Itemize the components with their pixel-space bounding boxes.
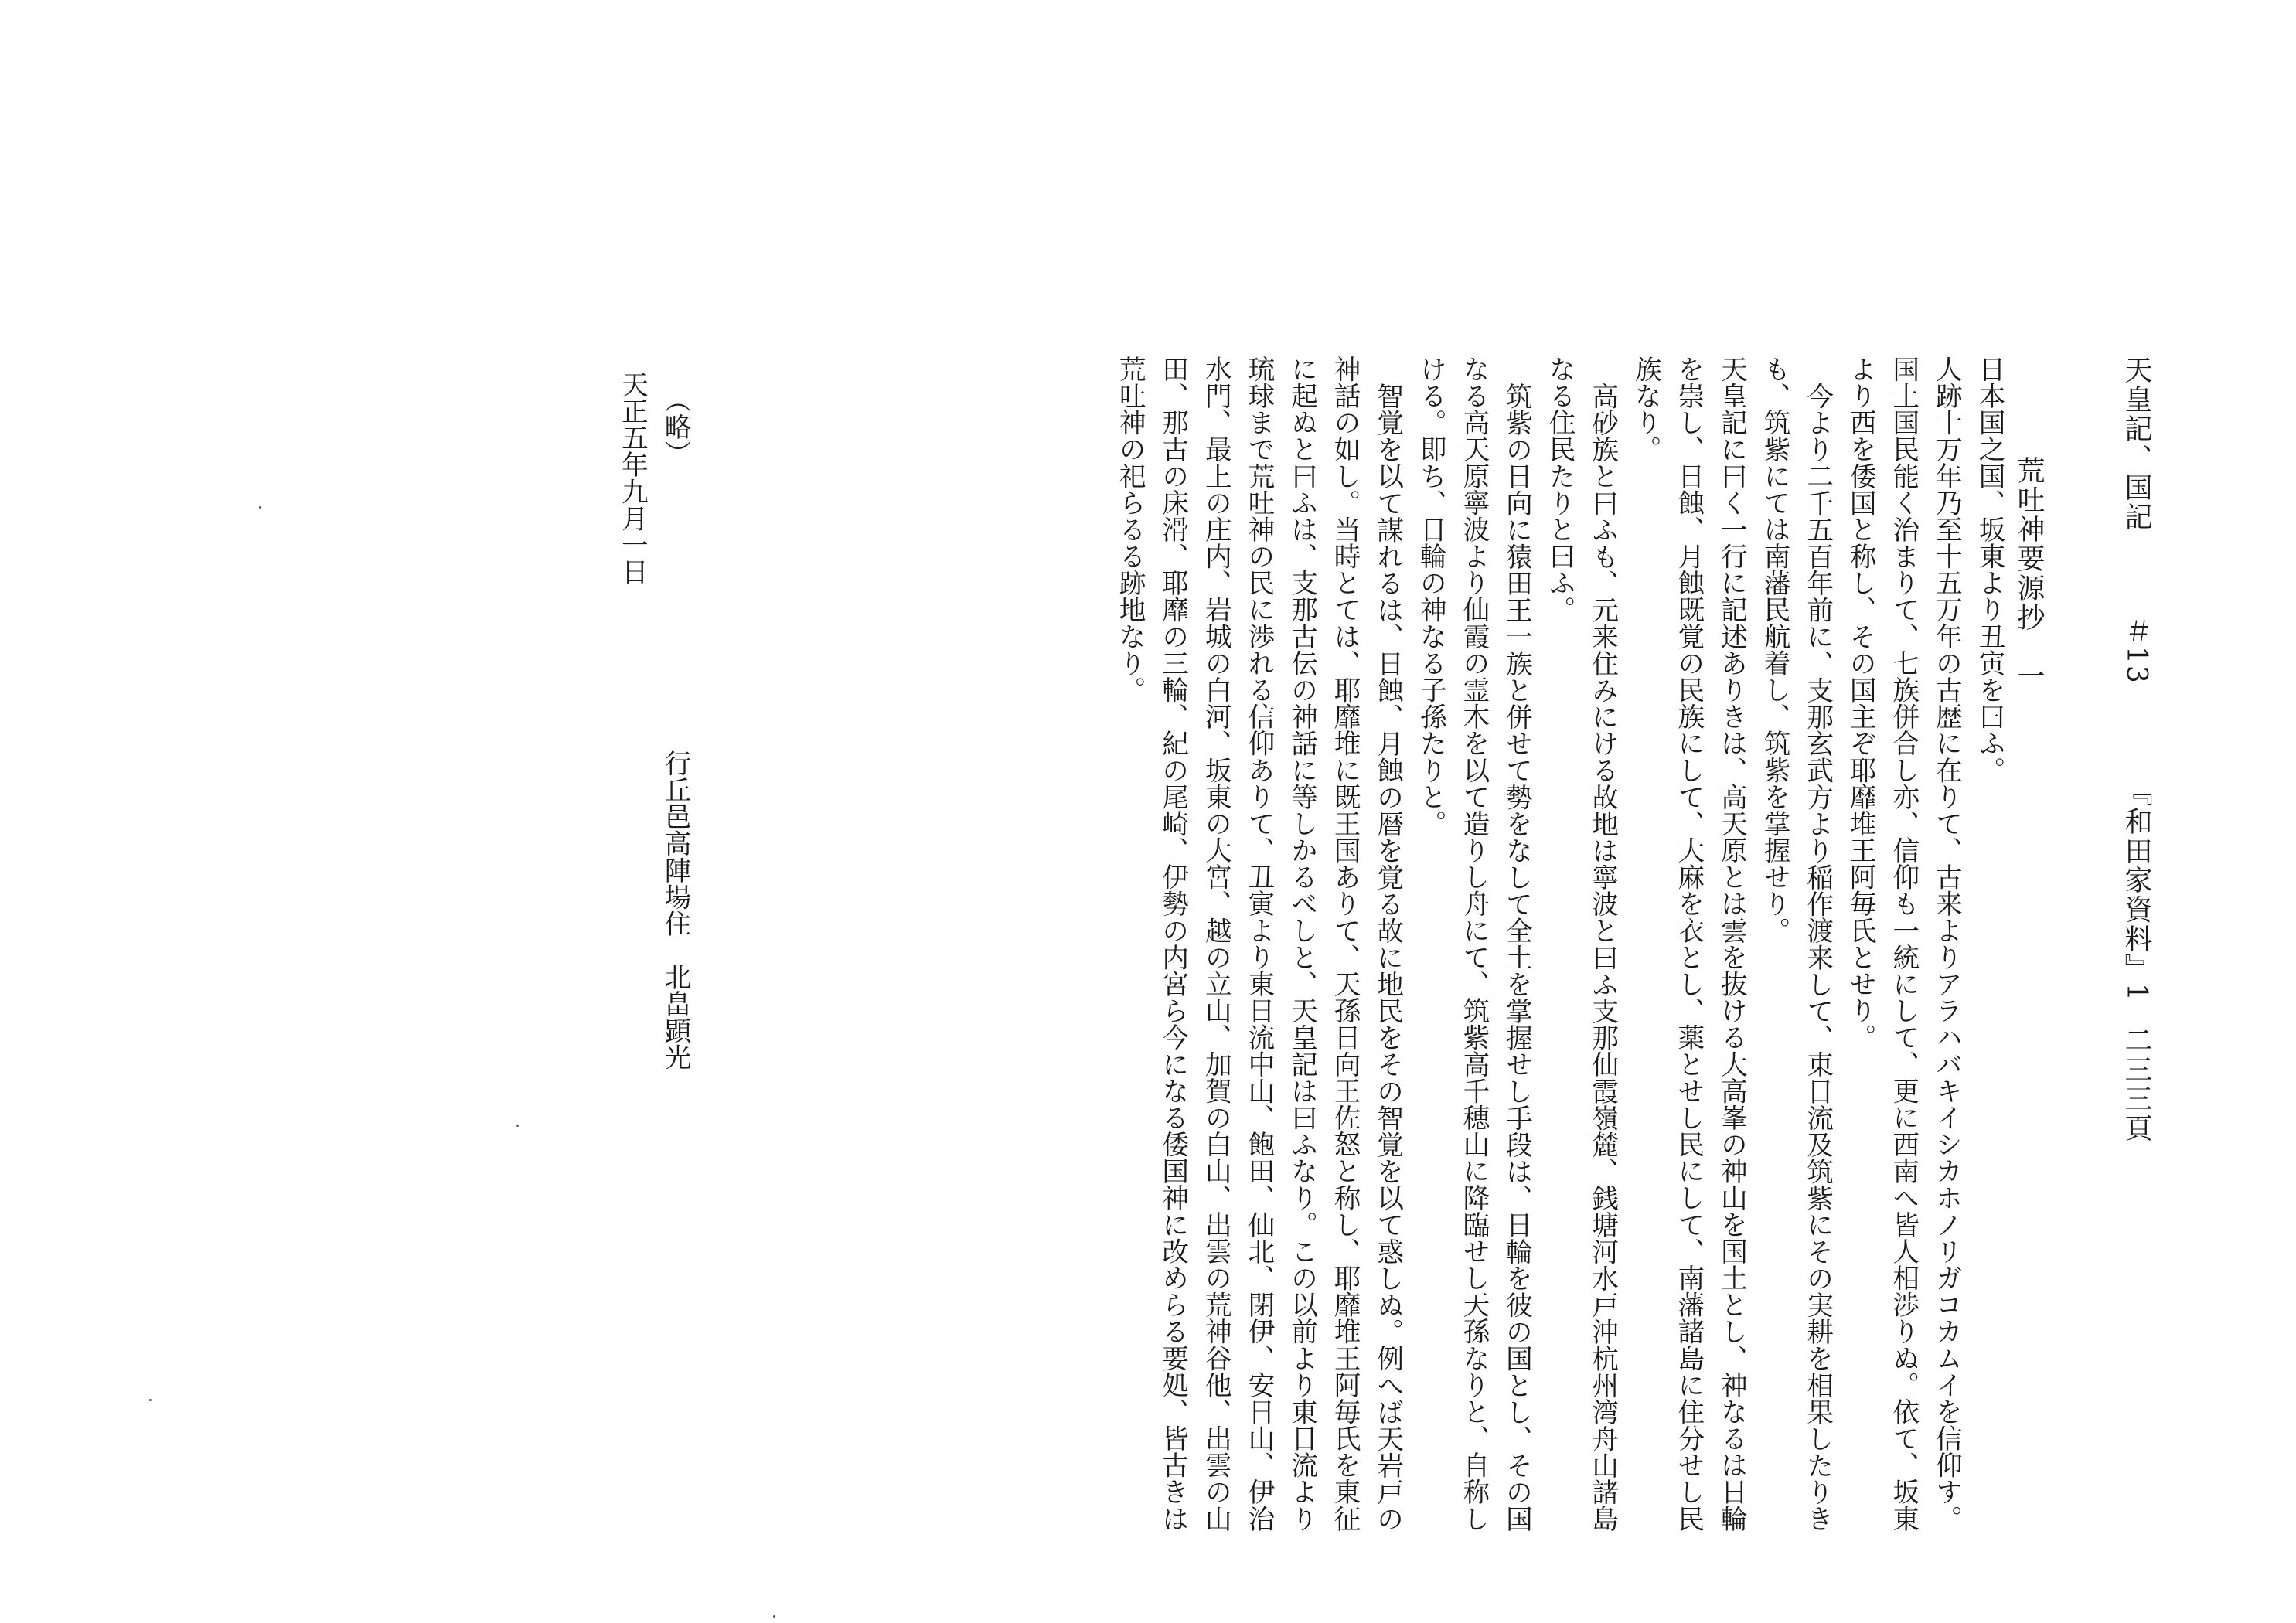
header-number: ＃13 bbox=[2121, 617, 2152, 685]
date-line: 天正五年九月一日 bbox=[616, 371, 648, 585]
paragraph-3: 今より二千五百年前に、支那玄武方より稲作渡来して、東日流及筑紫にその実耕を相果したりきも、筑紫にては南藩民航着し、筑紫を掌握せり。 bbox=[1759, 356, 1833, 1532]
scan-speck bbox=[149, 1399, 152, 1401]
document-title: 荒吐神要源抄 一 bbox=[2013, 456, 2045, 691]
paragraph-7: 智覚を以て謀れるは、日蝕、月蝕の暦を覚る故に地民をその智覚を以て惑しぬ。例へば天岩戸の神話の如し。当時とては、耶靡堆に既王国ありて、天孫日向王佐怒と称し、耶靡堆王阿毎氏を東征に起ぬと曰ふは、支那古伝の神話に等しかるべしと、天皇記は曰ふなり。この以前より東日流より琉球まで荒吐神の民に渉れる信仰ありて、丑寅より東日流中山、飽田、仙北、閉伊、安日山、伊治水門、最上の庄内、岩城の白河、坂東の大宮、越の立山、加賀の白山、出雲の荒神谷他、出雲の山田、那古の床滑、耶靡の三輪、紀の尾崎、伊勢の内宮ら今になる倭国神に改めらる要処、皆古きは荒吐神の祀らるる跡地なり。 bbox=[1114, 356, 1403, 1532]
paragraph-5: 高砂族と曰ふも、元来住みにける故地は寧波と曰ふ支那仙霞嶺麓、銭塘河水戸沖杭州湾舟山諸島なる住民たりと曰ふ。 bbox=[1544, 356, 1618, 1532]
scan-speck bbox=[259, 506, 261, 509]
document-body bbox=[1108, 356, 2010, 1546]
paragraph-1: 日本国之国、坂東より丑寅を曰ふ。 bbox=[1974, 356, 2005, 784]
omission-mark: （略） bbox=[659, 386, 690, 467]
scan-speck bbox=[516, 1125, 519, 1127]
paragraph-4: 天皇記に曰く一行に記述ありきは、高天原とは雲を抜ける大高峯の神山を国土とし、神なるは日輪を崇し、日蝕、月蝕既覚の民族にして、大麻を衣とし、薬とせし民にして、南藩諸島に住分せし民族なり。 bbox=[1630, 356, 1747, 1532]
paragraph-2: 人跡十万年乃至十五万年の古歴に在りて、古来よりアラハバキイシカホノリガコカムイを信仰す。国土国民能く治まりて、七族併合し亦、信仰も一統にして、更に西南へ皆人相渉りぬ。依て、坂東より西を倭国と称し、その国主ぞ耶靡堆王阿毎氏とせり。 bbox=[1845, 356, 1962, 1532]
header-source: 『和田家資料』1 bbox=[2121, 777, 2152, 1002]
header-collection: 天皇記、国記 bbox=[2121, 356, 2152, 532]
page-header bbox=[2115, 356, 2157, 1143]
author-line: 行丘邑高陣場住 北畠顕光 bbox=[659, 750, 690, 1071]
scan-speck bbox=[773, 1615, 775, 1618]
header-page: 二三三頁 bbox=[2121, 1025, 2152, 1143]
paragraph-6: 筑紫の日向に猿田王一族と併せて勢をなして全土を掌握せし手段は、日輪を彼の国とし、その国なる高天原寧波より仙霞の霊木を以て造りし舟にて、筑紫高千穂山に降臨せし天孫なりと、自称しける。即ち、日輪の神なる子孫たりと。 bbox=[1415, 356, 1532, 1532]
